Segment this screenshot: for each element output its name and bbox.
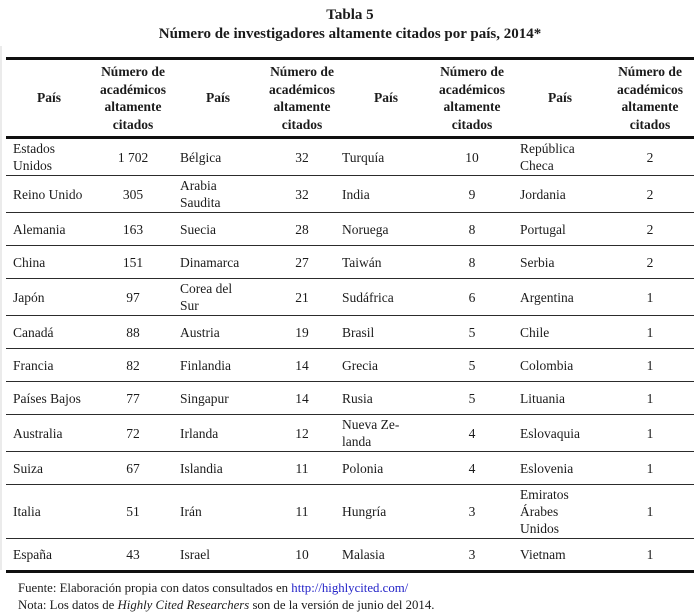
country-header: País bbox=[6, 59, 92, 138]
count-cell: 8 bbox=[430, 246, 514, 279]
country-cell: Taiwán bbox=[342, 246, 430, 279]
country-cell: Eslovaquia bbox=[514, 415, 606, 452]
count-cell: 27 bbox=[262, 246, 342, 279]
source-note bbox=[18, 580, 700, 597]
country-cell: Dinamarca bbox=[174, 246, 262, 279]
count-cell: 5 bbox=[430, 316, 514, 349]
count-cell: 1 bbox=[606, 316, 694, 349]
country-cell: España bbox=[6, 539, 92, 572]
country-cell: Arabia Saudita bbox=[174, 176, 262, 213]
country-cell: Israel bbox=[174, 539, 262, 572]
table-row bbox=[6, 485, 694, 539]
count-cell: 8 bbox=[430, 213, 514, 246]
count-cell: 2 bbox=[606, 213, 694, 246]
count-cell: 14 bbox=[262, 382, 342, 415]
count-cell: 305 bbox=[92, 176, 174, 213]
country-cell: Austria bbox=[174, 316, 262, 349]
country-cell: Jordania bbox=[514, 176, 606, 213]
scan-edge-artifact bbox=[0, 46, 2, 570]
country-header: País bbox=[514, 59, 606, 138]
country-cell: Singapur bbox=[174, 382, 262, 415]
table-row bbox=[6, 452, 694, 485]
table-row bbox=[6, 246, 694, 279]
count-cell: 163 bbox=[92, 213, 174, 246]
count-cell: 11 bbox=[262, 452, 342, 485]
version-note bbox=[18, 597, 700, 614]
count-cell: 51 bbox=[92, 485, 174, 539]
count-cell: 151 bbox=[92, 246, 174, 279]
country-cell: Grecia bbox=[342, 349, 430, 382]
table-row bbox=[6, 316, 694, 349]
count-cell: 32 bbox=[295, 149, 309, 165]
source-note-text: Fuente: Elaboración propia con datos consultados en bbox=[18, 581, 292, 595]
count-header: Número de académicos altamente citados bbox=[92, 59, 174, 138]
table-row bbox=[6, 415, 694, 452]
country-cell: Polonia bbox=[342, 452, 430, 485]
count-cell: 43 bbox=[92, 539, 174, 572]
table-row bbox=[6, 539, 694, 572]
count-cell: 67 bbox=[92, 452, 174, 485]
count-cell: 14 bbox=[262, 349, 342, 382]
table-row bbox=[6, 176, 694, 213]
country-cell: Rusia bbox=[342, 382, 430, 415]
country-cell: Bélgica bbox=[180, 149, 222, 165]
country-header: País bbox=[342, 59, 430, 138]
country-cell: Canadá bbox=[6, 316, 92, 349]
country-cell: Alemania bbox=[6, 213, 92, 246]
table-row bbox=[6, 213, 694, 246]
country-cell: Italia bbox=[6, 485, 92, 539]
country-cell: Países Bajos bbox=[6, 382, 92, 415]
count-cell: 4 bbox=[430, 415, 514, 452]
count-cell: 2 bbox=[606, 176, 694, 213]
country-cell: Finlandia bbox=[174, 349, 262, 382]
count-header: Número de académicos altamente citados bbox=[430, 59, 514, 138]
count-cell: 1 bbox=[606, 415, 694, 452]
country-cell: India bbox=[342, 176, 430, 213]
country-cell: Australia bbox=[6, 415, 92, 452]
country-cell: Nueva Ze-landa bbox=[342, 415, 430, 452]
version-note-italic-title: Highly Cited Researchers bbox=[117, 598, 250, 612]
country-cell: Vietnam bbox=[514, 539, 606, 572]
country-cell: Portugal bbox=[514, 213, 606, 246]
country-cell: Islandia bbox=[174, 452, 262, 485]
country-cell: Turquía bbox=[342, 149, 385, 165]
count-cell: 1 bbox=[606, 349, 694, 382]
country-cell: Japón bbox=[6, 279, 92, 316]
count-cell: 2 bbox=[646, 149, 654, 165]
country-cell: Corea del Sur bbox=[174, 279, 262, 316]
country-cell: Brasil bbox=[342, 316, 430, 349]
count-cell: 82 bbox=[92, 349, 174, 382]
country-cell: Estados Unidos bbox=[13, 141, 55, 173]
count-cell: 11 bbox=[262, 485, 342, 539]
count-cell: 12 bbox=[262, 415, 342, 452]
count-cell: 5 bbox=[430, 382, 514, 415]
count-cell: 3 bbox=[430, 539, 514, 572]
count-cell: 2 bbox=[606, 246, 694, 279]
country-cell: Serbia bbox=[514, 246, 606, 279]
country-header: País bbox=[174, 59, 262, 138]
count-cell: 5 bbox=[430, 349, 514, 382]
table-row bbox=[6, 138, 694, 176]
country-cell: Irlanda bbox=[174, 415, 262, 452]
highly-cited-researchers-table bbox=[6, 57, 694, 573]
country-cell: Chile bbox=[514, 316, 606, 349]
country-cell: Irán bbox=[174, 485, 262, 539]
country-cell: Argentina bbox=[514, 279, 606, 316]
source-link[interactable]: http://highlycited.com/ bbox=[291, 581, 409, 595]
country-cell: Sudáfrica bbox=[342, 279, 430, 316]
country-cell: República Checa bbox=[520, 141, 575, 173]
count-cell: 19 bbox=[262, 316, 342, 349]
table-row bbox=[6, 279, 694, 316]
country-cell: China bbox=[6, 246, 92, 279]
country-cell: Colombia bbox=[514, 349, 606, 382]
country-cell: Francia bbox=[6, 349, 92, 382]
header-row bbox=[6, 59, 694, 138]
count-cell: 1 bbox=[606, 485, 694, 539]
count-cell: 1 bbox=[606, 382, 694, 415]
count-header: Número de académicos altamente citados bbox=[262, 59, 342, 138]
country-cell: Malasia bbox=[342, 539, 430, 572]
country-cell: Eslovenia bbox=[514, 452, 606, 485]
country-cell: Hungría bbox=[342, 485, 430, 539]
table-subtitle: Número de investigadores altamente citados por país, 2014* bbox=[158, 26, 542, 42]
count-cell: 72 bbox=[92, 415, 174, 452]
count-cell: 10 bbox=[262, 539, 342, 572]
count-cell: 1 bbox=[606, 279, 694, 316]
count-cell: 10 bbox=[465, 149, 479, 165]
count-cell: 3 bbox=[430, 485, 514, 539]
count-cell: 88 bbox=[92, 316, 174, 349]
table-footnotes bbox=[18, 580, 700, 614]
count-cell: 4 bbox=[430, 452, 514, 485]
count-cell: 9 bbox=[430, 176, 514, 213]
count-cell: 77 bbox=[92, 382, 174, 415]
country-cell: Suiza bbox=[6, 452, 92, 485]
count-cell: 1 bbox=[606, 452, 694, 485]
version-note-text: Nota: Los datos de bbox=[18, 598, 118, 612]
version-note-suffix: son de la versión de junio del 2014. bbox=[249, 598, 435, 612]
count-cell: 97 bbox=[92, 279, 174, 316]
count-cell: 32 bbox=[262, 176, 342, 213]
country-cell: Reino Unido bbox=[6, 176, 92, 213]
country-cell: Suecia bbox=[174, 213, 262, 246]
count-cell: 28 bbox=[262, 213, 342, 246]
count-cell: 1 702 bbox=[117, 149, 149, 165]
table-row bbox=[6, 349, 694, 382]
count-cell: 21 bbox=[262, 279, 342, 316]
table-row bbox=[6, 382, 694, 415]
count-cell: 6 bbox=[430, 279, 514, 316]
count-header: Número de académicos altamente citados bbox=[606, 59, 694, 138]
table-number-title: Tabla 5 bbox=[326, 7, 374, 23]
country-cell: Emiratos Árabes Unidos bbox=[514, 485, 606, 539]
count-cell: 1 bbox=[606, 539, 694, 572]
country-cell: Lituania bbox=[514, 382, 606, 415]
country-cell: Noruega bbox=[342, 213, 430, 246]
